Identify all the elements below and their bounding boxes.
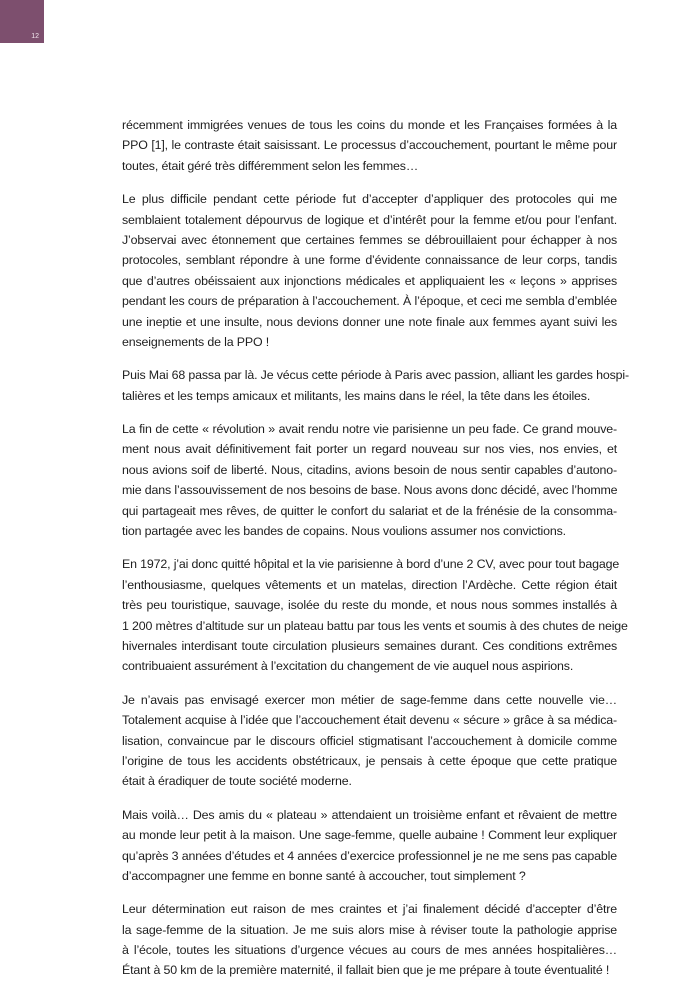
text-line: hivernales interdisant toute circulation plusieurs semaines durant. Ces conditions extrêmes: [122, 638, 617, 653]
text-line: nous avions soif de liberté. Nous, citadins, avions besoin de nous sentir capables d’autono-: [122, 462, 617, 477]
text-line: pendant les cours de préparation à l’accouchement. À l’époque, et ceci me sembla d’emblée: [122, 294, 617, 309]
text-line: lisation, convaincue par le discours officiel stigmatisant l’accouchement à domicile comme: [122, 733, 617, 748]
text-line: PPO [1], le contraste était saisissant. Le processus d’accouchement, pourtant le même pour: [122, 138, 617, 153]
paragraph: [122, 554, 628, 676]
text-line: protocoles, semblant répondre à une forme d’évidente connaissance de leur corps, tandis: [122, 253, 617, 268]
text-line: récemment immigrées venues de tous les coins du monde et les Françaises formées à la: [122, 118, 617, 132]
text-line: qui partageait mes rêves, de quitter le confort du salariat et de la frénésie de la consomma-: [122, 503, 617, 518]
text-line: Étant à 50 km de la première maternité, il fallait bien que je me prépare à toute éventualité !: [122, 963, 610, 978]
text-line: talières et les temps amicaux et militants, les mains dans le réel, la tête dans les étoiles.: [122, 388, 591, 403]
text-line: La fin de cette « révolution » avait rendu notre vie parisienne un peu fade. Ce grand mouve-: [122, 422, 617, 437]
text-line: était à éradiquer de toute société moderne.: [122, 774, 352, 789]
paragraph: [122, 690, 617, 792]
text-line: l’enthousiasme, quelques vêtements et un matelas, direction l’Ardèche. Cette région était: [122, 577, 617, 592]
text-line: semblaient totalement dépourvus de logique et d’intérêt pour la femme et/ou pour l’enfant.: [122, 212, 617, 227]
text-line: contribuaient assurément à l’excitation du changement de vie auquel nous aspirions.: [122, 659, 574, 674]
text-line: très peu touristique, sauvage, isolée du reste du monde, et nous nous sommes installés à: [122, 598, 617, 613]
paragraph: [122, 805, 617, 887]
text-line: 1 200 mètres d’altitude sur un plateau battu par tous les vents et soumis à des chutes de neige: [122, 618, 628, 633]
paragraph: [122, 115, 617, 176]
text-line: Je n’avais pas envisagé exercer mon métier de sage-femme dans cette nouvelle vie…: [122, 692, 617, 707]
text-line: toutes, était géré très différemment selon les femmes…: [122, 158, 419, 173]
text-line: que d’autres obéissaient aux injonctions médicales et appliquaient les « leçons » apprises: [122, 273, 617, 288]
paragraph: [122, 419, 617, 541]
text-line: En 1972, j’ai donc quitté hôpital et la vie parisienne à bord d’une 2 CV, avec pour tout bagage: [122, 557, 620, 572]
text-line: l’origine de tous les accidents obstétricaux, je pensais à cette époque que cette pratique: [122, 753, 617, 768]
text-line: qu’après 3 années d’études et 4 années d’exercice professionnel je ne me sens pas capable: [122, 848, 617, 863]
text-line: la sage-femme de la situation. Je me suis alors mise à réviser toute la pathologie apprise: [122, 922, 617, 937]
text-line: tion partagée avec les bandes de copains. Nous voulions assumer nos convictions.: [122, 524, 566, 539]
text-line: à l’école, toutes les situations d’urgence vécues au cours de mes années hospitalières…: [122, 943, 617, 958]
text-line: Totalement acquise à l’idée que l’accouchement était devenu « sécure » grâce à sa médica-: [122, 713, 617, 728]
text-line: d’accompagner une femme en bonne santé à accoucher, tout simplement ?: [122, 868, 526, 883]
text-line: mie dans l’assouvissement de nos besoins de base. Nous avons donc décidé, avec l’homme: [122, 483, 618, 498]
text-line: Mais voilà… Des amis du « plateau » attendaient un troisième enfant et rêvaient de mettre: [122, 807, 617, 822]
text-line: une ineptie et une insulte, nous devions donner une note finale aux femmes ayant suivi les: [122, 314, 617, 329]
page-number-tab: [0, 0, 44, 43]
text-line: au monde leur petit à la maison. Une sage-femme, quelle aubaine ! Comment leur expliquer: [122, 828, 617, 843]
text-line: Leur détermination eut raison de mes craintes et j’ai finalement décidé d’accepter d’être: [122, 902, 617, 917]
text-line: J’observai avec étonnement que certaines femmes se débrouillaient pour échapper à nos: [122, 232, 617, 247]
text-line: Puis Mai 68 passa par là. Je vécus cette période à Paris avec passion, alliant les gardes hospi-: [122, 368, 629, 383]
text-line: enseignements de la PPO !: [122, 334, 270, 349]
paragraph: [122, 365, 629, 406]
paragraph: [122, 189, 617, 352]
text-line: Le plus difficile pendant cette période fut d’accepter d’appliquer des protocoles qui me: [122, 192, 617, 207]
body-text: [122, 115, 629, 994]
paragraph: [122, 899, 617, 981]
text-line: ment nous avait définitivement fait porter un regard nouveau sur nos vies, nos envies, et: [122, 442, 617, 457]
page-number: 12: [31, 33, 39, 40]
